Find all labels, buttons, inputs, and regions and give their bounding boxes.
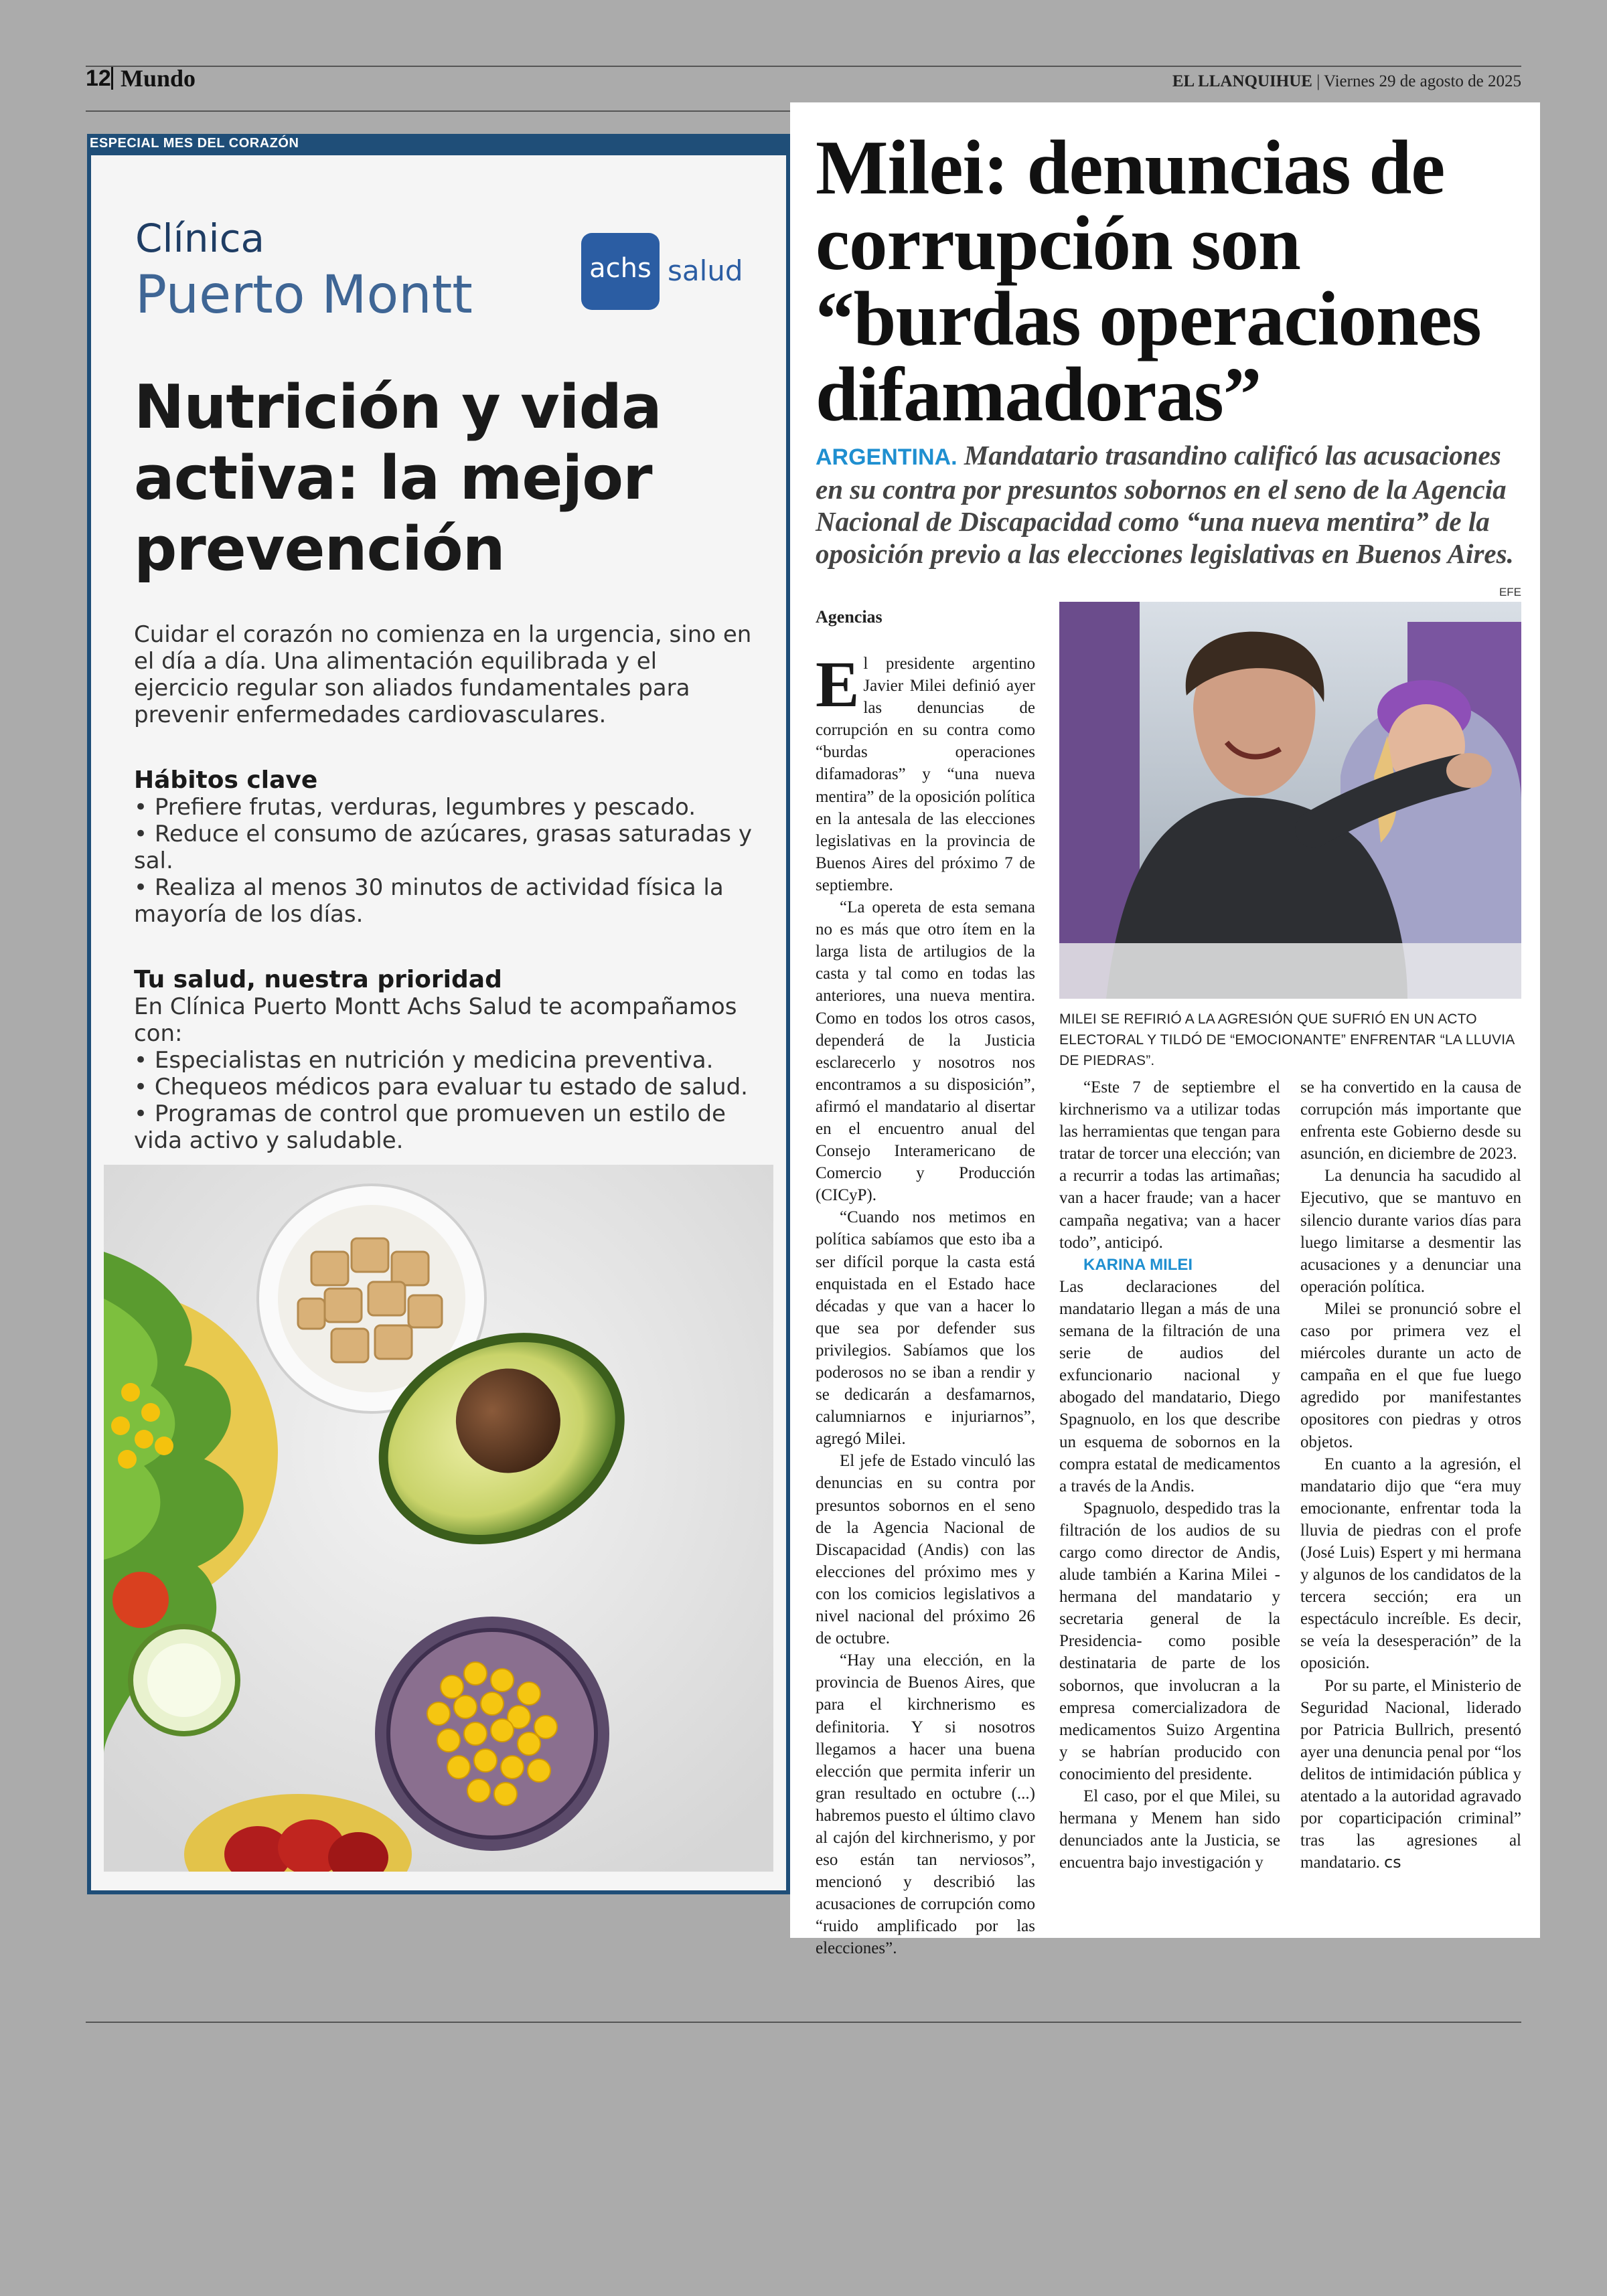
paragraph: Milei se pronunció sobre el caso por primera vez el miércoles durante un acto de campaña en el que fue luego agredido por manifestantes opositores con piedras y otros objetos. — [1300, 1299, 1521, 1451]
clinic-name-line1: Clínica — [135, 216, 265, 261]
kicker: ARGENTINA. — [816, 444, 958, 470]
paper-name: EL LLANQUIHUE — [1172, 72, 1312, 90]
headline: Milei: denuncias de corrupción son “burdas operaciones difamadoras” — [816, 125, 1481, 437]
priority-intro: En Clínica Puerto Montt Achs Salud te acompañamos con: — [134, 993, 737, 1047]
photo-credit: EFE — [1499, 586, 1521, 598]
corn-bowl — [375, 1617, 609, 1851]
header-separator — [111, 67, 113, 90]
end-mark: cs — [1383, 1853, 1401, 1872]
paragraph: se ha convertido en la causa de corrupción más importante que enfrenta este Gobierno desde su asunción, en diciembre de 2023. — [1300, 1078, 1521, 1163]
photo-caption: MILEI SE REFIRIÓ A LA AGRESIÓN QUE SUFRIÓ EN UN ACTO ELECTORAL Y TILDÓ DE “EMOCIONANTE” ENFRENTAR “LA LLUVIA DE PIEDRAS”. — [1059, 1011, 1515, 1068]
subhead: KARINA MILEI — [1083, 1255, 1193, 1274]
paper-meta — [1172, 72, 1521, 91]
header-top-rule — [86, 66, 1521, 67]
habit-item: • Prefiere frutas, verduras, legumbres y pescado. — [134, 794, 696, 821]
salud-logo-text: salud — [668, 254, 743, 287]
lead-paragraph-text: l presidente argentino Javier Milei definió ayer las denuncias de corrupción en su contra como “burdas operaciones difamadoras” y “una nueva mentira” de la oposición política en la antesala de las elecciones legislativas en la provincia de Buenos Aires del próximo 7 de septiembre. — [816, 655, 1035, 894]
paragraph: “Hay una elección, en la provincia de Buenos Aires, que para el kirchnerismo es definitoria. Y si nosotros llegamos a hacer una buena elección que permita inferir un gran resultado en octubre (...) habremos puesto el último clavo al cajón del kirchnerismo, y por eso están tan nerviosos”, mencionó y describió las acusaciones de corrupción como “ruido amplificado por las elecciones”. — [816, 1651, 1035, 1958]
section-name: Mundo — [121, 65, 196, 92]
paragraph — [1300, 1675, 1521, 1874]
habits-title: Hábitos clave — [134, 766, 318, 794]
ad-title: Nutrición y vida activa: la mejor prevención — [134, 372, 662, 584]
habit-item: • Realiza al menos 30 minutos de actividad física la mayoría de los días. — [134, 874, 724, 928]
byline: Agencias — [816, 607, 883, 627]
paragraph: Spagnuolo, despedido tras la filtración de los audios de su cargo como director de Andis, alude también a Karina Milei -hermana del mandatario y secretaria general de la Presidencia- como posible destinataria de parte de los sobornos, que involucran a la empresa comercializadora de medicamentos Suizo Argentina y se habrían producido con conocimiento del presidente. — [1059, 1499, 1280, 1783]
page-number: 12 — [86, 66, 111, 91]
paragraph: En cuanto a la agresión, el mandatario dijo que “era muy emocionante, enfrentar toda la lluvia de piedras con el profe (José Luis) Espert y mi hermana y algunos de los candidatos de la tercera sección; era un espectáculo increíble. Es decir, se veía la desesperación” de la oposición. — [1300, 1455, 1521, 1673]
article-column-2 — [1059, 1076, 1280, 1874]
foreground-blur — [1059, 943, 1521, 999]
priority-item: • Especialistas en nutrición y medicina preventiva. — [134, 1047, 714, 1074]
paragraph: “Cuando nos metimos en política sabíamos que esto iba a ser difícil porque la casta está enquistada en el Estado hace décadas y que van a hacer lo que sea por defender sus privilegios. Sabíamos que los poderosos no se iban a rendir y se dedicarán a desfamarnos, calumniarnos e injuriarnos”, agregó Milei. — [816, 1208, 1035, 1449]
clinic-name-line2: Puerto Montt — [135, 265, 473, 325]
ad-intro: Cuidar el corazón no comienza en la urgencia, sino en el día a día. Una alimentación equilibrada y el ejercicio regular son aliados fundamentales para prevenir enfermedades cardiovasculares. — [134, 621, 752, 728]
news-photo — [1059, 602, 1521, 999]
paragraph: La denuncia ha sacudido al Ejecutivo, que se mantuvo en silencio durante varios días para luego limitarse a desmentir las acusaciones y a denunciar una operación política. — [1300, 1167, 1521, 1296]
priority-item: • Programas de control que promueven un estilo de vida activo y saludable. — [134, 1100, 726, 1154]
paragraph: El jefe de Estado vinculó las denuncias en su contra por presuntos sobornos en el seno de la Agencia Nacional de Discapacidad (Andis) con las elecciones del próximo mes y con los comicios legislativos a nivel nacional del próximo 26 de octubre. — [816, 1452, 1035, 1648]
habit-item: • Reduce el consumo de azúcares, grasas saturadas y sal. — [134, 821, 752, 874]
standfirst-text: Mandatario trasandino calificó las acusaciones en su contra por presuntos sobornos en el seno de la Agencia Nacional de Discapacidad como “una nueva mentira” de la oposición previo a las elecciones legislativas en Buenos Aires. — [816, 440, 1514, 569]
issue-date: Viernes 29 de agosto de 2025 — [1324, 72, 1521, 90]
lead-paragraph — [816, 649, 1035, 896]
paragraph: “La opereta de esta semana no es más que otro ítem en la larga lista de artilugios de la casta y tal como en todas las anteriores, una nueva mentira. Como en todos los otros casos, dependerá de la Justicia esclarecerlo y nosotros nos encontramos a su disposición”, afirmó el mandatario al disertar en el encuentro anual del Consejo Interamericano de Comercio y Producción (CICyP). — [816, 898, 1035, 1205]
priority-title: Tu salud, nuestra prioridad — [134, 966, 502, 993]
priority-item: • Chequeos médicos para evaluar tu estado de salud. — [134, 1074, 748, 1100]
paragraph: El caso, por el que Milei, su hermana y Menem han sido denunciados ante la Justicia, se encuentra bajo investigación y — [1059, 1787, 1280, 1872]
ad-tag: ESPECIAL MES DEL CORAZÓN — [90, 136, 299, 151]
standfirst — [816, 439, 1519, 570]
paragraph: Las declaraciones del mandatario llegan a más de una semana de la filtración de una serie de audios del exfuncionario nacional y abogado del mandatario, Diego Spagnuolo, en los que describe un esquema de sobornos en la compra estatal de medicamentos a través de la Andis. — [1059, 1277, 1280, 1495]
paragraph: “Este 7 de septiembre el kirchnerismo va a utilizar todas las herramientas que tengan para tratar de torcer una elección; van a recurrir a todas las artimañas; van a hacer fraude; van a hacer campaña negativa; van a hacer todo”, anticipó. — [1059, 1078, 1280, 1252]
achs-logo-text: achs — [589, 253, 652, 284]
paragraph-text: Por su parte, el Ministerio de Seguridad Nacional, liderado por Patricia Bullrich, presentó ayer una denuncia penal por “los delitos de intimidación pública y atentado a la autoridad agravado por coparticipación criminal” tras las agresiones al mandatario. — [1300, 1676, 1521, 1872]
food-photo — [104, 1165, 773, 1872]
drop-cap: E — [816, 649, 860, 721]
article-column-1 — [816, 649, 1035, 1960]
page-bottom-rule — [86, 2022, 1521, 2023]
meta-separator: | — [1316, 72, 1320, 90]
article-column-3 — [1300, 1076, 1521, 1874]
